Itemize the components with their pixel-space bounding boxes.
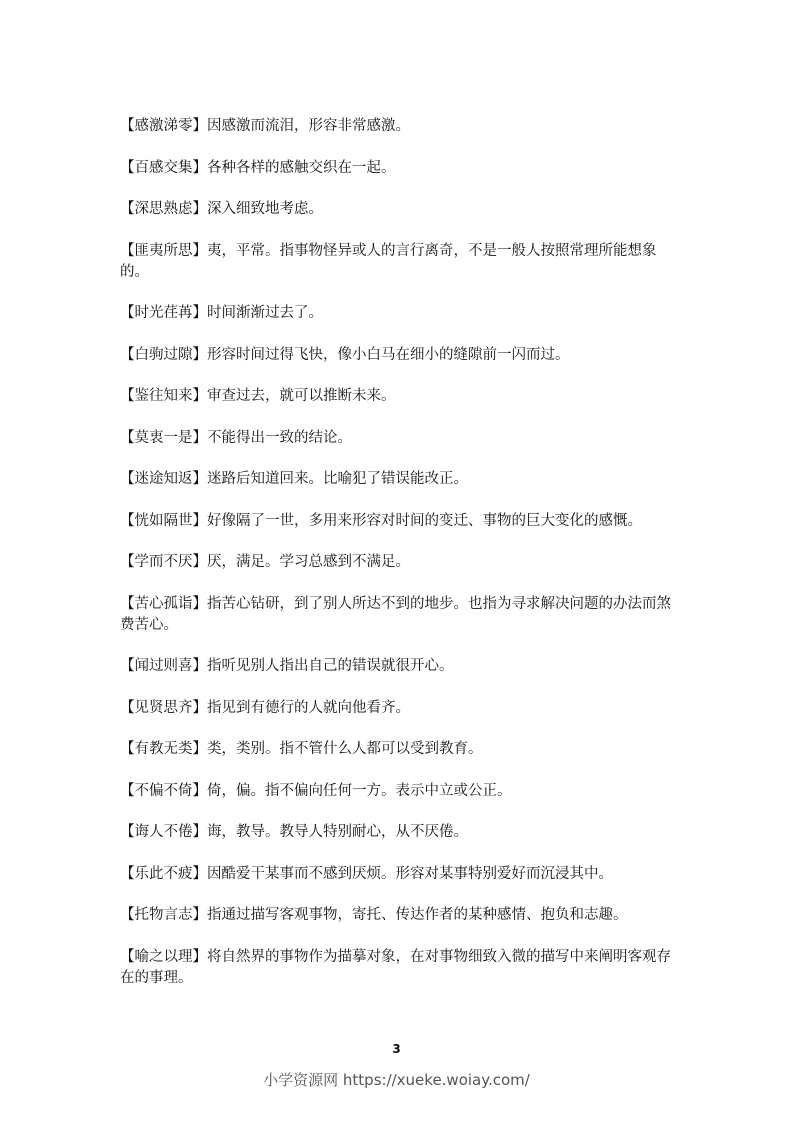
idiom-definition: 深入细致地考虑。 — [207, 201, 323, 217]
idiom-definition: 因感激而流泪，形容非常感激。 — [207, 118, 410, 134]
idiom-definition: 审查过去，就可以推断未来。 — [207, 388, 396, 404]
footer-watermark: 小学资源网 https://xueke.woiay.com/ — [263, 1071, 530, 1089]
idiom-definition: 各种各样的感触交织在一起。 — [207, 159, 396, 176]
idiom-entry — [120, 947, 680, 989]
idiom-entry — [120, 698, 680, 719]
idiom-entry — [120, 864, 680, 885]
idiom-definition: 指见到有德行的人就向他看齐。 — [207, 699, 410, 716]
idiom-term: 【见贤思齐】 — [120, 699, 207, 716]
idiom-definition: 迷路后知道回来。比喻犯了错误能改正。 — [207, 471, 468, 487]
idiom-term: 【学而不厌】 — [120, 554, 207, 570]
idiom-entry — [120, 511, 680, 532]
idiom-term: 【托物言志】 — [120, 907, 207, 923]
idiom-definition: 不能得出一致的结论。 — [207, 429, 352, 446]
idiom-definition: 诲，教导。教导人特别耐心，从不厌倦。 — [207, 824, 468, 840]
idiom-definition: 将自然界的事物作为描摹对象，在对事物细致入微的描写中来阐明客观存在的事理。 — [120, 948, 671, 986]
idiom-entry — [120, 345, 680, 366]
idiom-entry — [120, 303, 680, 324]
idiom-term: 【时光荏苒】 — [120, 305, 207, 321]
idiom-term: 【迷途知返】 — [120, 471, 207, 487]
idiom-entry — [120, 469, 680, 490]
idiom-term: 【不偏不倚】 — [120, 782, 207, 799]
idiom-definition: 指通过描写客观事物，寄托、传达作者的某种感情、抱负和志趣。 — [207, 907, 628, 923]
idiom-term: 【有教无类】 — [120, 741, 207, 757]
idiom-term: 【闻过则喜】 — [120, 658, 207, 674]
idiom-term: 【喻之以理】 — [120, 948, 207, 965]
idiom-entry — [120, 822, 680, 843]
idiom-entry — [120, 594, 680, 636]
idiom-definition: 形容时间过得飞快，像小白马在细小的缝隙前一闪而过。 — [207, 346, 570, 363]
idiom-entry — [120, 552, 680, 573]
idiom-entry — [120, 386, 680, 407]
idiom-entry — [120, 781, 680, 802]
idiom-definition: 时间渐渐过去了。 — [207, 305, 323, 321]
idiom-list — [120, 116, 680, 1009]
idiom-entry — [120, 905, 680, 926]
idiom-term: 【苦心孤诣】 — [120, 595, 207, 612]
idiom-definition: 因酷爱干某事而不感到厌烦。形容对某事特别爱好而沉浸其中。 — [207, 865, 613, 882]
idiom-entry — [120, 241, 680, 283]
idiom-term: 【恍如隔世】 — [120, 512, 207, 529]
idiom-definition: 倚，偏。指不偏向任何一方。表示中立或公正。 — [207, 782, 512, 799]
idiom-term: 【鉴往知来】 — [120, 388, 207, 404]
idiom-entry — [120, 116, 680, 137]
idiom-entry — [120, 199, 680, 220]
idiom-entry — [120, 428, 680, 449]
idiom-definition: 类，类别。指不管什么人都可以受到教育。 — [207, 741, 483, 757]
page-number: 3 — [392, 1042, 401, 1056]
idiom-term: 【感激涕零】 — [120, 118, 207, 134]
idiom-term: 【白驹过隙】 — [120, 346, 207, 363]
idiom-term: 【匪夷所思】 — [120, 242, 207, 259]
idiom-entry — [120, 158, 680, 179]
idiom-definition: 好像隔了一世，多用来形容对时间的变迁、事物的巨大变化的感慨。 — [207, 512, 642, 529]
idiom-term: 【深思熟虑】 — [120, 201, 207, 217]
idiom-term: 【诲人不倦】 — [120, 824, 207, 840]
idiom-definition: 厌，满足。学习总感到不满足。 — [207, 554, 410, 570]
idiom-term: 【百感交集】 — [120, 159, 207, 176]
idiom-definition: 指听见别人指出自己的错误就很开心。 — [207, 658, 454, 674]
idiom-entry — [120, 739, 680, 760]
idiom-definition: 夷，平常。指事物怪异或人的言行离奇，不是一般人按照常理所能想象的。 — [120, 242, 657, 280]
idiom-entry — [120, 656, 680, 677]
idiom-definition: 指苦心钻研，到了别人所达不到的地步。也指为寻求解决问题的办法而煞费苦心。 — [120, 595, 671, 633]
idiom-term: 【乐此不疲】 — [120, 865, 207, 882]
idiom-term: 【莫衷一是】 — [120, 429, 207, 446]
